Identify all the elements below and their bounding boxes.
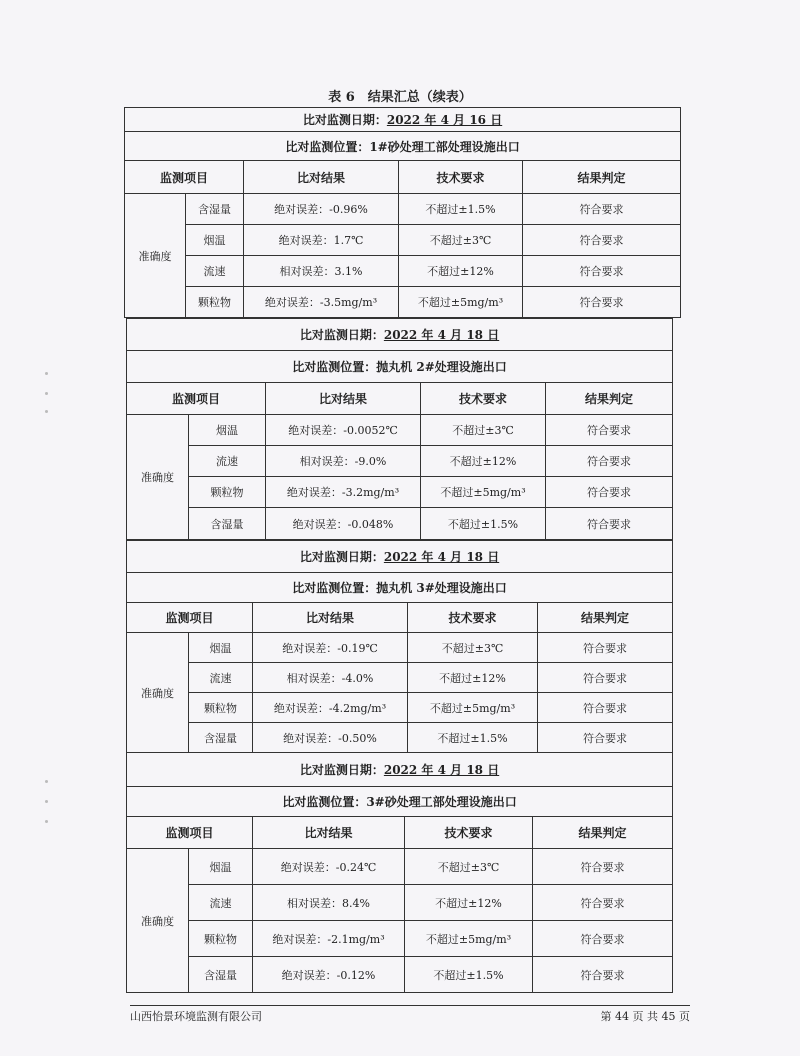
judgement-cell: 符合要求	[538, 663, 673, 693]
item-cell: 烟温	[186, 225, 244, 256]
scan-mark	[45, 800, 48, 803]
category-cell: 准确度	[127, 415, 189, 540]
item-cell: 含湿量	[186, 194, 244, 225]
table-row	[127, 921, 673, 957]
date-cell	[127, 319, 673, 351]
table-row	[127, 849, 673, 885]
header-result: 比对结果	[253, 603, 408, 633]
header-row	[127, 603, 673, 633]
result-cell: 绝对误差：-0.50%	[253, 723, 408, 753]
requirement-cell: 不超过±5mg/m³	[421, 477, 546, 508]
location-row	[127, 787, 673, 817]
table-caption: 表 6 结果汇总（续表）	[328, 90, 472, 105]
table-row	[127, 723, 673, 753]
result-cell: 绝对误差：-0.048%	[266, 508, 421, 540]
table-row	[125, 287, 681, 318]
requirement-cell: 不超过±1.5%	[405, 957, 533, 993]
item-cell: 含湿量	[189, 723, 253, 753]
location-cell: 比对监测位置：抛丸机 3#处理设施出口	[127, 573, 673, 603]
header-judgement: 结果判定	[538, 603, 673, 633]
requirement-cell: 不超过±12%	[405, 885, 533, 921]
judgement-cell: 符合要求	[533, 921, 673, 957]
result-cell: 相对误差：-4.0%	[253, 663, 408, 693]
category-cell: 准确度	[127, 633, 189, 753]
scan-mark	[45, 410, 48, 413]
date-label: 比对监测日期：	[299, 763, 384, 777]
judgement-cell: 符合要求	[533, 957, 673, 993]
date-value: 2022 年 4 月 16 日	[386, 113, 503, 127]
table-row	[125, 225, 681, 256]
requirement-cell: 不超过±12%	[408, 663, 538, 693]
item-cell: 含湿量	[189, 957, 253, 993]
item-cell: 流速	[189, 446, 266, 477]
item-cell: 颗粒物	[189, 693, 253, 723]
result-cell: 相对误差：-9.0%	[266, 446, 421, 477]
header-item: 监测项目	[127, 603, 253, 633]
requirement-cell: 不超过±3℃	[399, 225, 523, 256]
date-label: 比对监测日期：	[299, 328, 384, 342]
judgement-cell: 符合要求	[523, 256, 681, 287]
result-cell: 相对误差：3.1%	[244, 256, 399, 287]
table-row	[127, 415, 673, 446]
company-name: 山西怡景环境监测有限公司	[130, 1010, 262, 1023]
judgement-cell: 符合要求	[533, 885, 673, 921]
category-cell: 准确度	[125, 194, 186, 318]
page-footer	[130, 1005, 690, 1024]
judgement-cell: 符合要求	[523, 225, 681, 256]
requirement-cell: 不超过±3℃	[405, 849, 533, 885]
item-cell: 流速	[189, 663, 253, 693]
date-value: 2022 年 4 月 18 日	[383, 328, 500, 342]
table-row	[127, 633, 673, 663]
item-cell: 烟温	[189, 415, 266, 446]
location-row	[127, 351, 673, 383]
location-row	[125, 132, 681, 161]
judgement-cell: 符合要求	[523, 194, 681, 225]
header-judgement: 结果判定	[533, 817, 673, 849]
table-row	[127, 957, 673, 993]
item-cell: 烟温	[189, 633, 253, 663]
header-judgement: 结果判定	[523, 161, 681, 194]
header-judgement: 结果判定	[546, 383, 673, 415]
result-section-table	[124, 107, 681, 318]
table-row	[127, 477, 673, 508]
result-section-table	[126, 318, 673, 540]
table-row	[127, 508, 673, 540]
table-row	[127, 663, 673, 693]
location-cell: 比对监测位置：抛丸机 2#处理设施出口	[127, 351, 673, 383]
date-label: 比对监测日期：	[302, 113, 387, 127]
requirement-cell: 不超过±1.5%	[408, 723, 538, 753]
item-cell: 颗粒物	[186, 287, 244, 318]
date-row	[127, 541, 673, 573]
header-requirement: 技术要求	[408, 603, 538, 633]
date-row	[127, 319, 673, 351]
table-row	[125, 256, 681, 287]
result-cell: 绝对误差：-0.96%	[244, 194, 399, 225]
category-cell: 准确度	[127, 849, 189, 993]
location-row	[127, 573, 673, 603]
result-cell: 绝对误差：-0.19℃	[253, 633, 408, 663]
judgement-cell: 符合要求	[533, 849, 673, 885]
judgement-cell: 符合要求	[538, 693, 673, 723]
requirement-cell: 不超过±5mg/m³	[405, 921, 533, 957]
requirement-cell: 不超过±5mg/m³	[408, 693, 538, 723]
requirement-cell: 不超过±3℃	[408, 633, 538, 663]
header-item: 监测项目	[127, 383, 266, 415]
date-cell	[127, 541, 673, 573]
header-row	[127, 817, 673, 849]
judgement-cell: 符合要求	[523, 287, 681, 318]
scan-mark	[45, 820, 48, 823]
header-result: 比对结果	[244, 161, 399, 194]
item-cell: 颗粒物	[189, 477, 266, 508]
result-cell: 绝对误差：-3.5mg/m³	[244, 287, 399, 318]
item-cell: 颗粒物	[189, 921, 253, 957]
requirement-cell: 不超过±12%	[399, 256, 523, 287]
result-cell: 绝对误差：-0.12%	[253, 957, 405, 993]
judgement-cell: 符合要求	[538, 633, 673, 663]
result-cell: 绝对误差：-4.2mg/m³	[253, 693, 408, 723]
date-cell	[125, 108, 681, 132]
result-cell: 绝对误差：-0.0052℃	[266, 415, 421, 446]
header-item: 监测项目	[127, 817, 253, 849]
result-cell: 绝对误差：-2.1mg/m³	[253, 921, 405, 957]
judgement-cell: 符合要求	[546, 415, 673, 446]
header-requirement: 技术要求	[399, 161, 523, 194]
result-cell: 绝对误差：-0.24℃	[253, 849, 405, 885]
result-cell: 绝对误差：-3.2mg/m³	[266, 477, 421, 508]
item-cell: 流速	[186, 256, 244, 287]
header-requirement: 技术要求	[421, 383, 546, 415]
item-cell: 烟温	[189, 849, 253, 885]
date-row	[127, 753, 673, 787]
date-cell	[127, 753, 673, 787]
page-number: 第 44 页 共 45 页	[600, 1010, 690, 1023]
header-requirement: 技术要求	[405, 817, 533, 849]
result-cell: 相对误差：8.4%	[253, 885, 405, 921]
result-section-table	[126, 540, 673, 753]
requirement-cell: 不超过±1.5%	[399, 194, 523, 225]
header-result: 比对结果	[253, 817, 405, 849]
location-cell: 比对监测位置：1#砂处理工部处理设施出口	[125, 132, 681, 161]
header-row	[127, 383, 673, 415]
date-value: 2022 年 4 月 18 日	[383, 763, 500, 777]
judgement-cell: 符合要求	[546, 477, 673, 508]
table-row	[125, 194, 681, 225]
table-row	[127, 446, 673, 477]
header-result: 比对结果	[266, 383, 421, 415]
date-row	[125, 108, 681, 132]
table-row	[127, 885, 673, 921]
scan-mark	[45, 372, 48, 375]
judgement-cell: 符合要求	[538, 723, 673, 753]
date-value: 2022 年 4 月 18 日	[383, 550, 500, 564]
requirement-cell: 不超过±5mg/m³	[399, 287, 523, 318]
requirement-cell: 不超过±3℃	[421, 415, 546, 446]
table-row	[127, 693, 673, 723]
scan-mark	[45, 780, 48, 783]
header-item: 监测项目	[125, 161, 244, 194]
judgement-cell: 符合要求	[546, 508, 673, 540]
requirement-cell: 不超过±1.5%	[421, 508, 546, 540]
date-label: 比对监测日期：	[299, 550, 384, 564]
judgement-cell: 符合要求	[546, 446, 673, 477]
scan-mark	[45, 392, 48, 395]
result-section-table	[126, 752, 673, 993]
location-cell: 比对监测位置：3#砂处理工部处理设施出口	[127, 787, 673, 817]
result-cell: 绝对误差：1.7℃	[244, 225, 399, 256]
requirement-cell: 不超过±12%	[421, 446, 546, 477]
item-cell: 流速	[189, 885, 253, 921]
item-cell: 含湿量	[189, 508, 266, 540]
header-row	[125, 161, 681, 194]
